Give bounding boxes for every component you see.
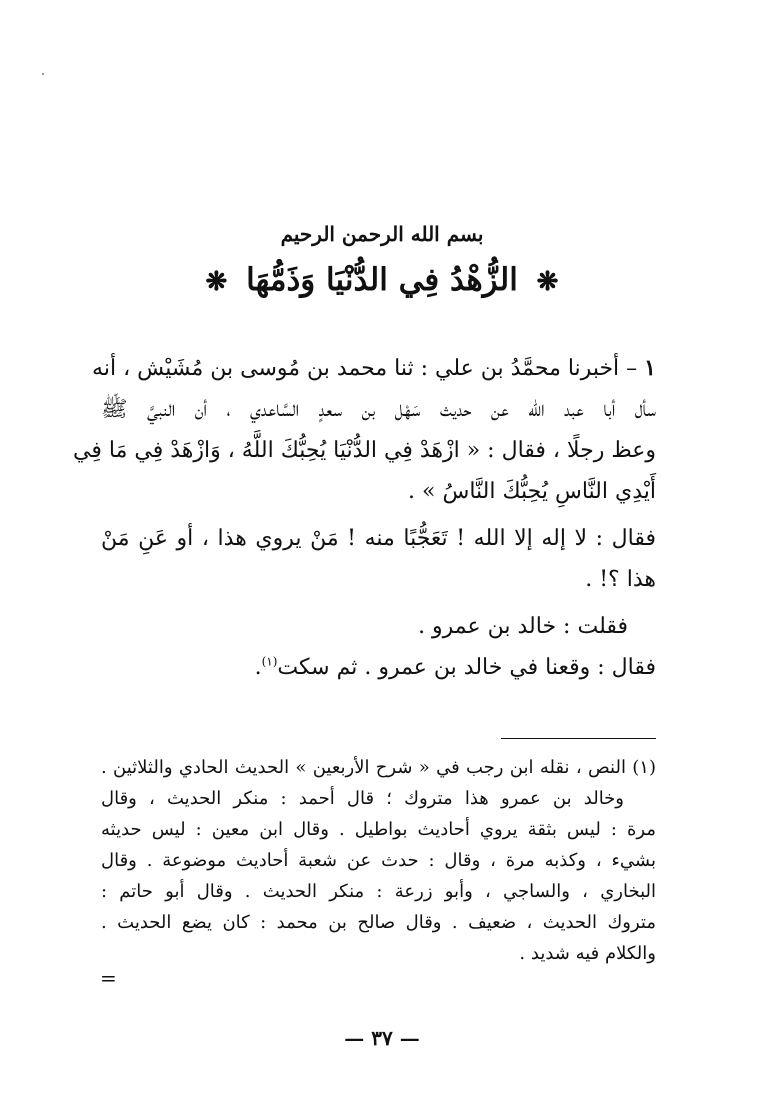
star-ornament-icon: ❋	[205, 267, 228, 297]
continuation-mark: =	[100, 966, 117, 990]
footnote-line: والكلام فيه شديد .	[519, 943, 656, 964]
hadith-line: أَيْدِي النَّاسِ يُحِبُّكَ النَّاسُ » .	[408, 479, 656, 504]
hadith-paragraph-2	[101, 518, 656, 600]
hadith-paragraph-4	[101, 647, 656, 688]
hadith-line: سأل أبا عبد الله عن حديث سَهْل بن سعدٍ السَّاعدي ، أن النبيَّ ﷺ	[101, 397, 656, 422]
footnote-reference[interactable]: (١)	[261, 654, 278, 669]
footnote-line: (١) النص ، نقله ابن رجب في « شرح الأربعين » الحديث الحادي والثلاثين .	[101, 757, 656, 778]
hadith-line: وعظ رجلًا ، فقال : « ازْهَدْ فِي الدُّنْيَا يُحِبُّكَ اللَّهُ ، وَازْهَدْ فِي مَا فِي	[73, 438, 656, 463]
hadith-paragraph-1	[73, 348, 656, 512]
footnote-section	[101, 752, 656, 969]
hadith-line: ١ – أخبرنا محمَّدُ بن علي : ثنا محمد بن مُوسى بن مُشَيْش ، أنه	[92, 355, 656, 381]
footnote-line: البخاري ، والساجي ، وأبو زرعة : منكر الحديث . وقال أبو حاتم :	[101, 881, 656, 902]
hadith-line: فقلت : خالد بن عمرو .	[418, 614, 628, 639]
page-number: — ٣٧ —	[344, 1026, 420, 1050]
basmala-heading: بسم الله الرحمن الرحيم	[280, 222, 484, 246]
star-ornament-icon: ❋	[536, 267, 559, 297]
footnote-line: متروك الحديث ، ضعيف . وقال صالح بن محمد : كان يضع الحديث .	[101, 912, 656, 933]
hadith-line: هذا ؟! .	[585, 567, 656, 592]
hadith-line: فقال : وقعنا في خالد بن عمرو . ثم سكت$^{(١)}$.	[254, 654, 656, 680]
footnote-line: وخالد بن عمرو هذا متروك ؛ قال أحمد : منكر الحديث ، وقال	[101, 788, 624, 809]
hadith-number: ١	[644, 355, 656, 381]
chapter-title	[0, 262, 764, 298]
hadith-paragraph-3	[101, 606, 656, 647]
hadith-line: فقال : لا إله إلا الله ! تَعَجُّبًا منه ! مَنْ يروي هذا ، أو عَنِ مَنْ	[101, 526, 656, 551]
footnote-divider	[501, 738, 656, 739]
footnote-line: بشيء ، وكذبه مرة ، وقال : حدث عن شعبة أحاديث موضوعة . وقال	[101, 850, 656, 871]
scan-speck	[42, 73, 44, 75]
chapter-title-text: الزُّهْدُ فِي الدُّنْيَا وَذَمُّهَا	[246, 262, 518, 298]
footnote-line: مرة : ليس بثقة يروي أحاديث بواطيل . وقال ابن معين : ليس حديثه	[101, 819, 656, 840]
hadith-body	[73, 348, 656, 688]
